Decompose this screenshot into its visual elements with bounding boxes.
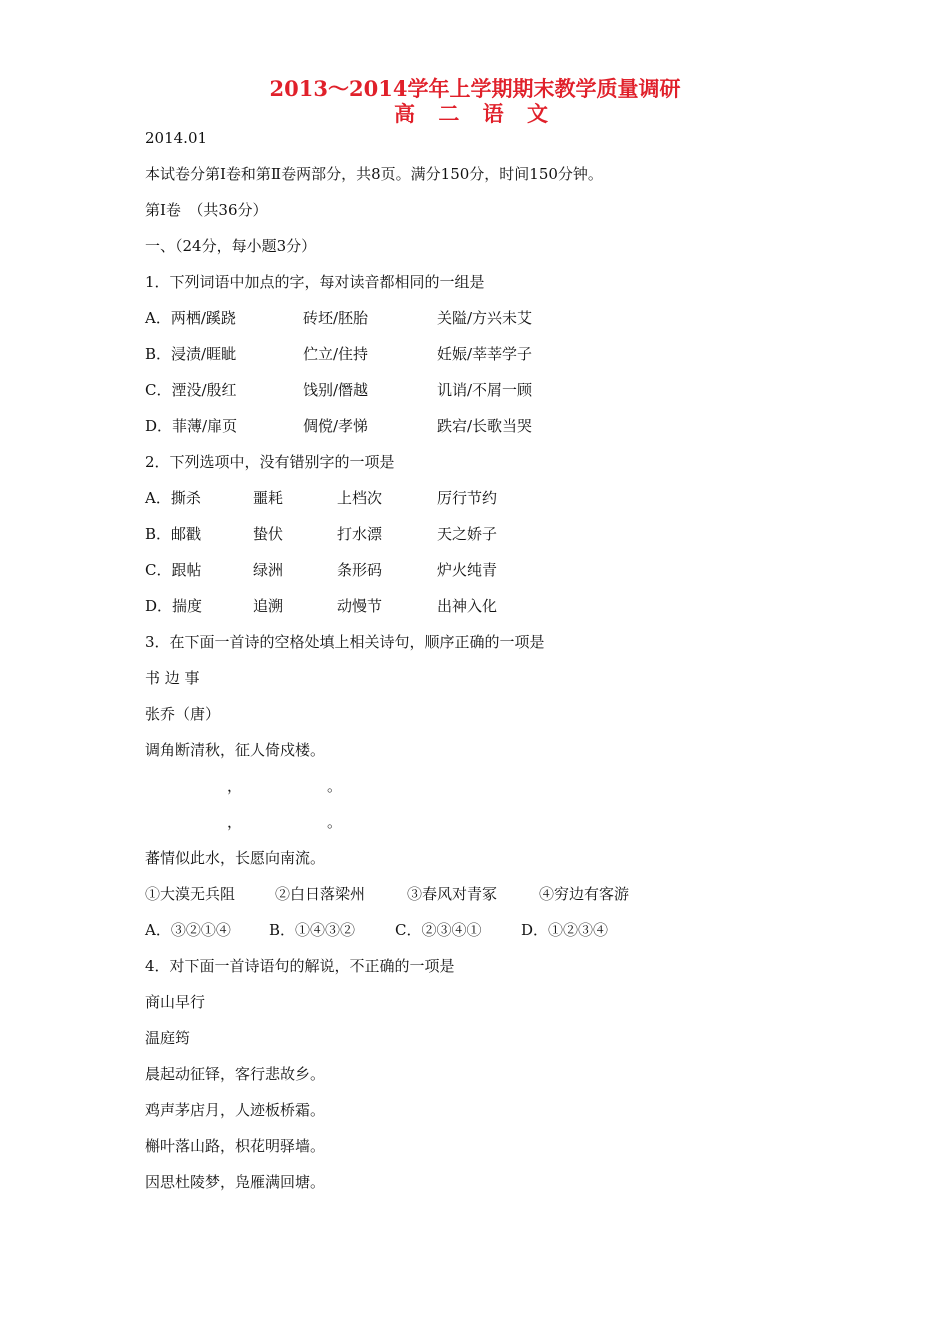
answer-option: A．③②①④ [145, 921, 231, 939]
answer-option: C．②③④① [395, 921, 482, 939]
option-part: 妊娠/莘莘学子 [437, 345, 533, 363]
question-3-stem: 3．在下面一首诗的空格处填上相关诗句，顺序正确的一项是 [145, 633, 545, 651]
exam-intro: 本试卷分第Ⅰ卷和第Ⅱ卷两部分，共8页。满分150分，时间150分钟。 [145, 165, 603, 183]
blank-comma: ， [227, 813, 243, 831]
question-4-stem: 4．对下面一首诗语句的解说，不正确的一项是 [145, 957, 455, 975]
poem-line: 晨起动征铎，客行悲故乡。 [145, 1065, 326, 1083]
choice-item: ①大漠无兵阻 [145, 885, 236, 903]
option-part: 饯别/僭越 [303, 381, 369, 399]
poem-title: 书 边 事 [145, 669, 200, 687]
blank-comma: ， [227, 777, 243, 795]
answer-option: D．①②③④ [521, 921, 609, 939]
poem-line: 鸡声茅店月，人迹板桥霜。 [145, 1101, 326, 1119]
option-part: 条形码 [337, 561, 383, 579]
option-part: 关隘/方兴未艾 [437, 309, 533, 327]
choice-item: ④穷边有客游 [539, 885, 630, 903]
option-part: A．撕杀 [145, 489, 201, 507]
option-part: 炉火纯青 [437, 561, 498, 579]
poem-line: 槲叶落山路，枳花明驿墙。 [145, 1137, 326, 1155]
option-part: 天之娇子 [437, 525, 498, 543]
option-part: 厉行节约 [437, 489, 498, 507]
option-part: D．菲薄/扉页 [145, 417, 238, 435]
option-part: 上档次 [337, 489, 383, 507]
option-part: B．邮戳 [145, 525, 202, 543]
exam-date: 2014.01 [145, 129, 208, 147]
poem-title: 商山早行 [145, 993, 206, 1011]
volume-heading: 第Ⅰ卷 （共36分） [145, 201, 268, 219]
option-part: C．跟帖 [145, 561, 202, 579]
option-part: B．浸渍/睚眦 [145, 345, 237, 363]
blank-period: 。 [327, 777, 343, 795]
section-heading: 一、（24分，每小题3分） [145, 237, 317, 255]
option-part: 蛰伏 [253, 525, 284, 543]
option-part: 绿洲 [253, 561, 284, 579]
option-part: 追溯 [253, 597, 284, 615]
exam-subject: 高 二 语 文 [394, 101, 556, 126]
poem-author: 张乔（唐） [145, 705, 221, 723]
option-part: 伫立/住持 [303, 345, 369, 363]
option-part: 跌宕/长歌当哭 [437, 417, 533, 435]
option-part: A．两栖/蹊跷 [145, 309, 236, 327]
blank-period: 。 [327, 813, 343, 831]
poem-author: 温庭筠 [145, 1029, 191, 1047]
answer-option: B．①④③② [269, 921, 356, 939]
question-2-stem: 2．下列选项中，没有错别字的一项是 [145, 453, 395, 471]
question-1-stem: 1．下列词语中加点的字，每对读音都相同的一组是 [145, 273, 485, 291]
option-part: 噩耗 [253, 489, 284, 507]
poem-line: 调角断清秋，征人倚戍楼。 [145, 741, 326, 759]
choice-item: ②白日落梁州 [275, 885, 366, 903]
option-part: 讥诮/不屑一顾 [437, 381, 533, 399]
option-part: 出神入化 [437, 597, 498, 615]
exam-title: 2013～2014学年上学期期末教学质量调研 [269, 76, 681, 101]
option-part: 倜傥/孝悌 [303, 417, 369, 435]
option-part: 动慢节 [337, 597, 383, 615]
option-part: C．湮没/殷红 [145, 381, 237, 399]
option-part: 打水漂 [337, 525, 383, 543]
option-part: 砖坯/胚胎 [303, 309, 369, 327]
option-part: D．揣度 [145, 597, 203, 615]
poem-line: 蕃情似此水，长愿向南流。 [145, 849, 326, 867]
choice-item: ③春风对青冢 [407, 885, 498, 903]
poem-line: 因思杜陵梦，凫雁满回塘。 [145, 1173, 326, 1191]
